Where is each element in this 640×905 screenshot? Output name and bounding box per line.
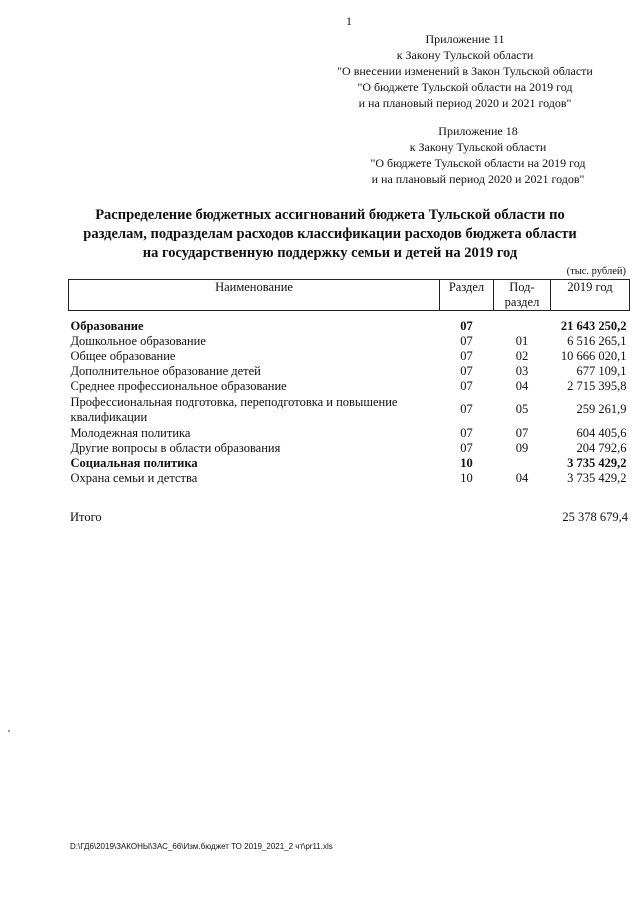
header-name: Наименование (69, 280, 440, 311)
appendix-18-line: "О бюджете Тульской области на 2019 год (370, 156, 586, 170)
appendix-11-line: Приложение 11 (425, 32, 505, 46)
row-subsection (494, 456, 551, 471)
table-row (69, 426, 630, 441)
header-subsection-line: Под- (509, 280, 535, 294)
row-amount: 259 261,9 (576, 402, 627, 416)
title-line: разделам, подразделам расходов классификации расходов бюджета области (83, 226, 577, 242)
appendix-11-line: "О бюджете Тульской области на 2019 год (357, 80, 573, 94)
appendix-18-line: Приложение 18 (438, 124, 518, 138)
table-row (69, 394, 630, 426)
total-amount: 25 378 679,4 (562, 510, 628, 524)
row-section: 07 (460, 402, 473, 416)
appendix-11-header (330, 31, 600, 111)
header-subsection-line: раздел (504, 295, 540, 309)
row-amount: 677 109,1 (576, 363, 627, 378)
header-subsection (494, 280, 551, 311)
header-year: 2019 год (551, 280, 630, 311)
row-section: 07 (460, 318, 473, 333)
row-subsection: 01 (515, 333, 529, 348)
total-label: Итого (70, 510, 102, 524)
row-amount: 3 735 429,2 (567, 455, 627, 470)
row-subsection: 07 (515, 425, 529, 440)
row-name: Другие вопросы в области образования (70, 440, 281, 455)
row-section: 10 (460, 470, 473, 485)
row-amount: 21 643 250,2 (560, 318, 627, 333)
row-subsection: 05 (515, 402, 529, 416)
row-subsection: 02 (515, 348, 529, 363)
table-row (69, 364, 630, 379)
table-header-row (69, 280, 630, 311)
table-row (69, 334, 630, 349)
row-name: Образование (70, 318, 144, 333)
row-name: Охрана семьи и детства (70, 470, 198, 485)
appendix-18-header (358, 123, 598, 187)
appendix-18-line: к Закону Тульской области (409, 140, 547, 154)
row-name: Среднее профессиональное образование (70, 378, 287, 393)
table-row (69, 319, 630, 334)
table-row (69, 379, 630, 394)
table-row (69, 311, 630, 319)
row-name: Дошкольное образование (70, 333, 206, 348)
row-amount: 6 516 265,1 (567, 333, 627, 348)
row-subsection: 03 (515, 363, 529, 378)
row-section: 07 (460, 333, 473, 348)
table-row (69, 456, 630, 471)
table-row (69, 441, 630, 456)
row-subsection: 09 (515, 440, 529, 455)
row-name: Дополнительное образование детей (70, 363, 261, 378)
row-amount: 204 792,6 (576, 440, 627, 455)
row-name: Профессиональная подготовка, переподготовка и повышение квалификации (70, 394, 398, 424)
page-number: 1 (346, 14, 352, 28)
document-title (80, 206, 580, 263)
row-name: Общее образование (70, 348, 176, 363)
units-label: (тыс. рублей) (566, 266, 626, 277)
table-row (69, 471, 630, 486)
header-section: Раздел (440, 280, 494, 311)
appendix-18-line: и на плановый период 2020 и 2021 годов" (371, 172, 585, 186)
row-amount: 604 405,6 (576, 425, 627, 440)
title-line: Распределение бюджетных ассигнований бюджета Тульской области по (95, 207, 565, 223)
appendix-11-line: "О внесении изменений в Закон Тульской области (337, 64, 593, 78)
row-section: 07 (460, 425, 473, 440)
row-section: 10 (460, 455, 473, 470)
budget-table (68, 279, 630, 486)
row-subsection (494, 319, 551, 334)
row-section: 07 (460, 378, 473, 393)
appendix-11-line: и на плановый период 2020 и 2021 годов" (358, 96, 572, 110)
row-amount: 3 735 429,2 (567, 470, 627, 485)
title-line: на государственную поддержку семьи и детей на 2019 год (142, 245, 518, 261)
row-subsection: 04 (515, 470, 529, 485)
row-name: Социальная политика (70, 455, 198, 470)
row-amount: 10 666 020,1 (560, 348, 627, 363)
row-section: 07 (460, 348, 473, 363)
appendix-11-line: к Закону Тульской области (396, 48, 534, 62)
margin-mark (8, 730, 10, 732)
row-amount: 2 715 395,8 (567, 378, 627, 393)
row-name: Молодежная политика (70, 425, 191, 440)
row-subsection: 04 (515, 378, 529, 393)
table-row (69, 349, 630, 364)
footer-file-path: D:\ГД6\2019\ЗАКОНЫ\ЗАС_66\Изм.бюджет ТО 2019_2021_2 чт\pr11.xls (70, 842, 333, 851)
row-section: 07 (460, 440, 473, 455)
row-section: 07 (460, 363, 473, 378)
